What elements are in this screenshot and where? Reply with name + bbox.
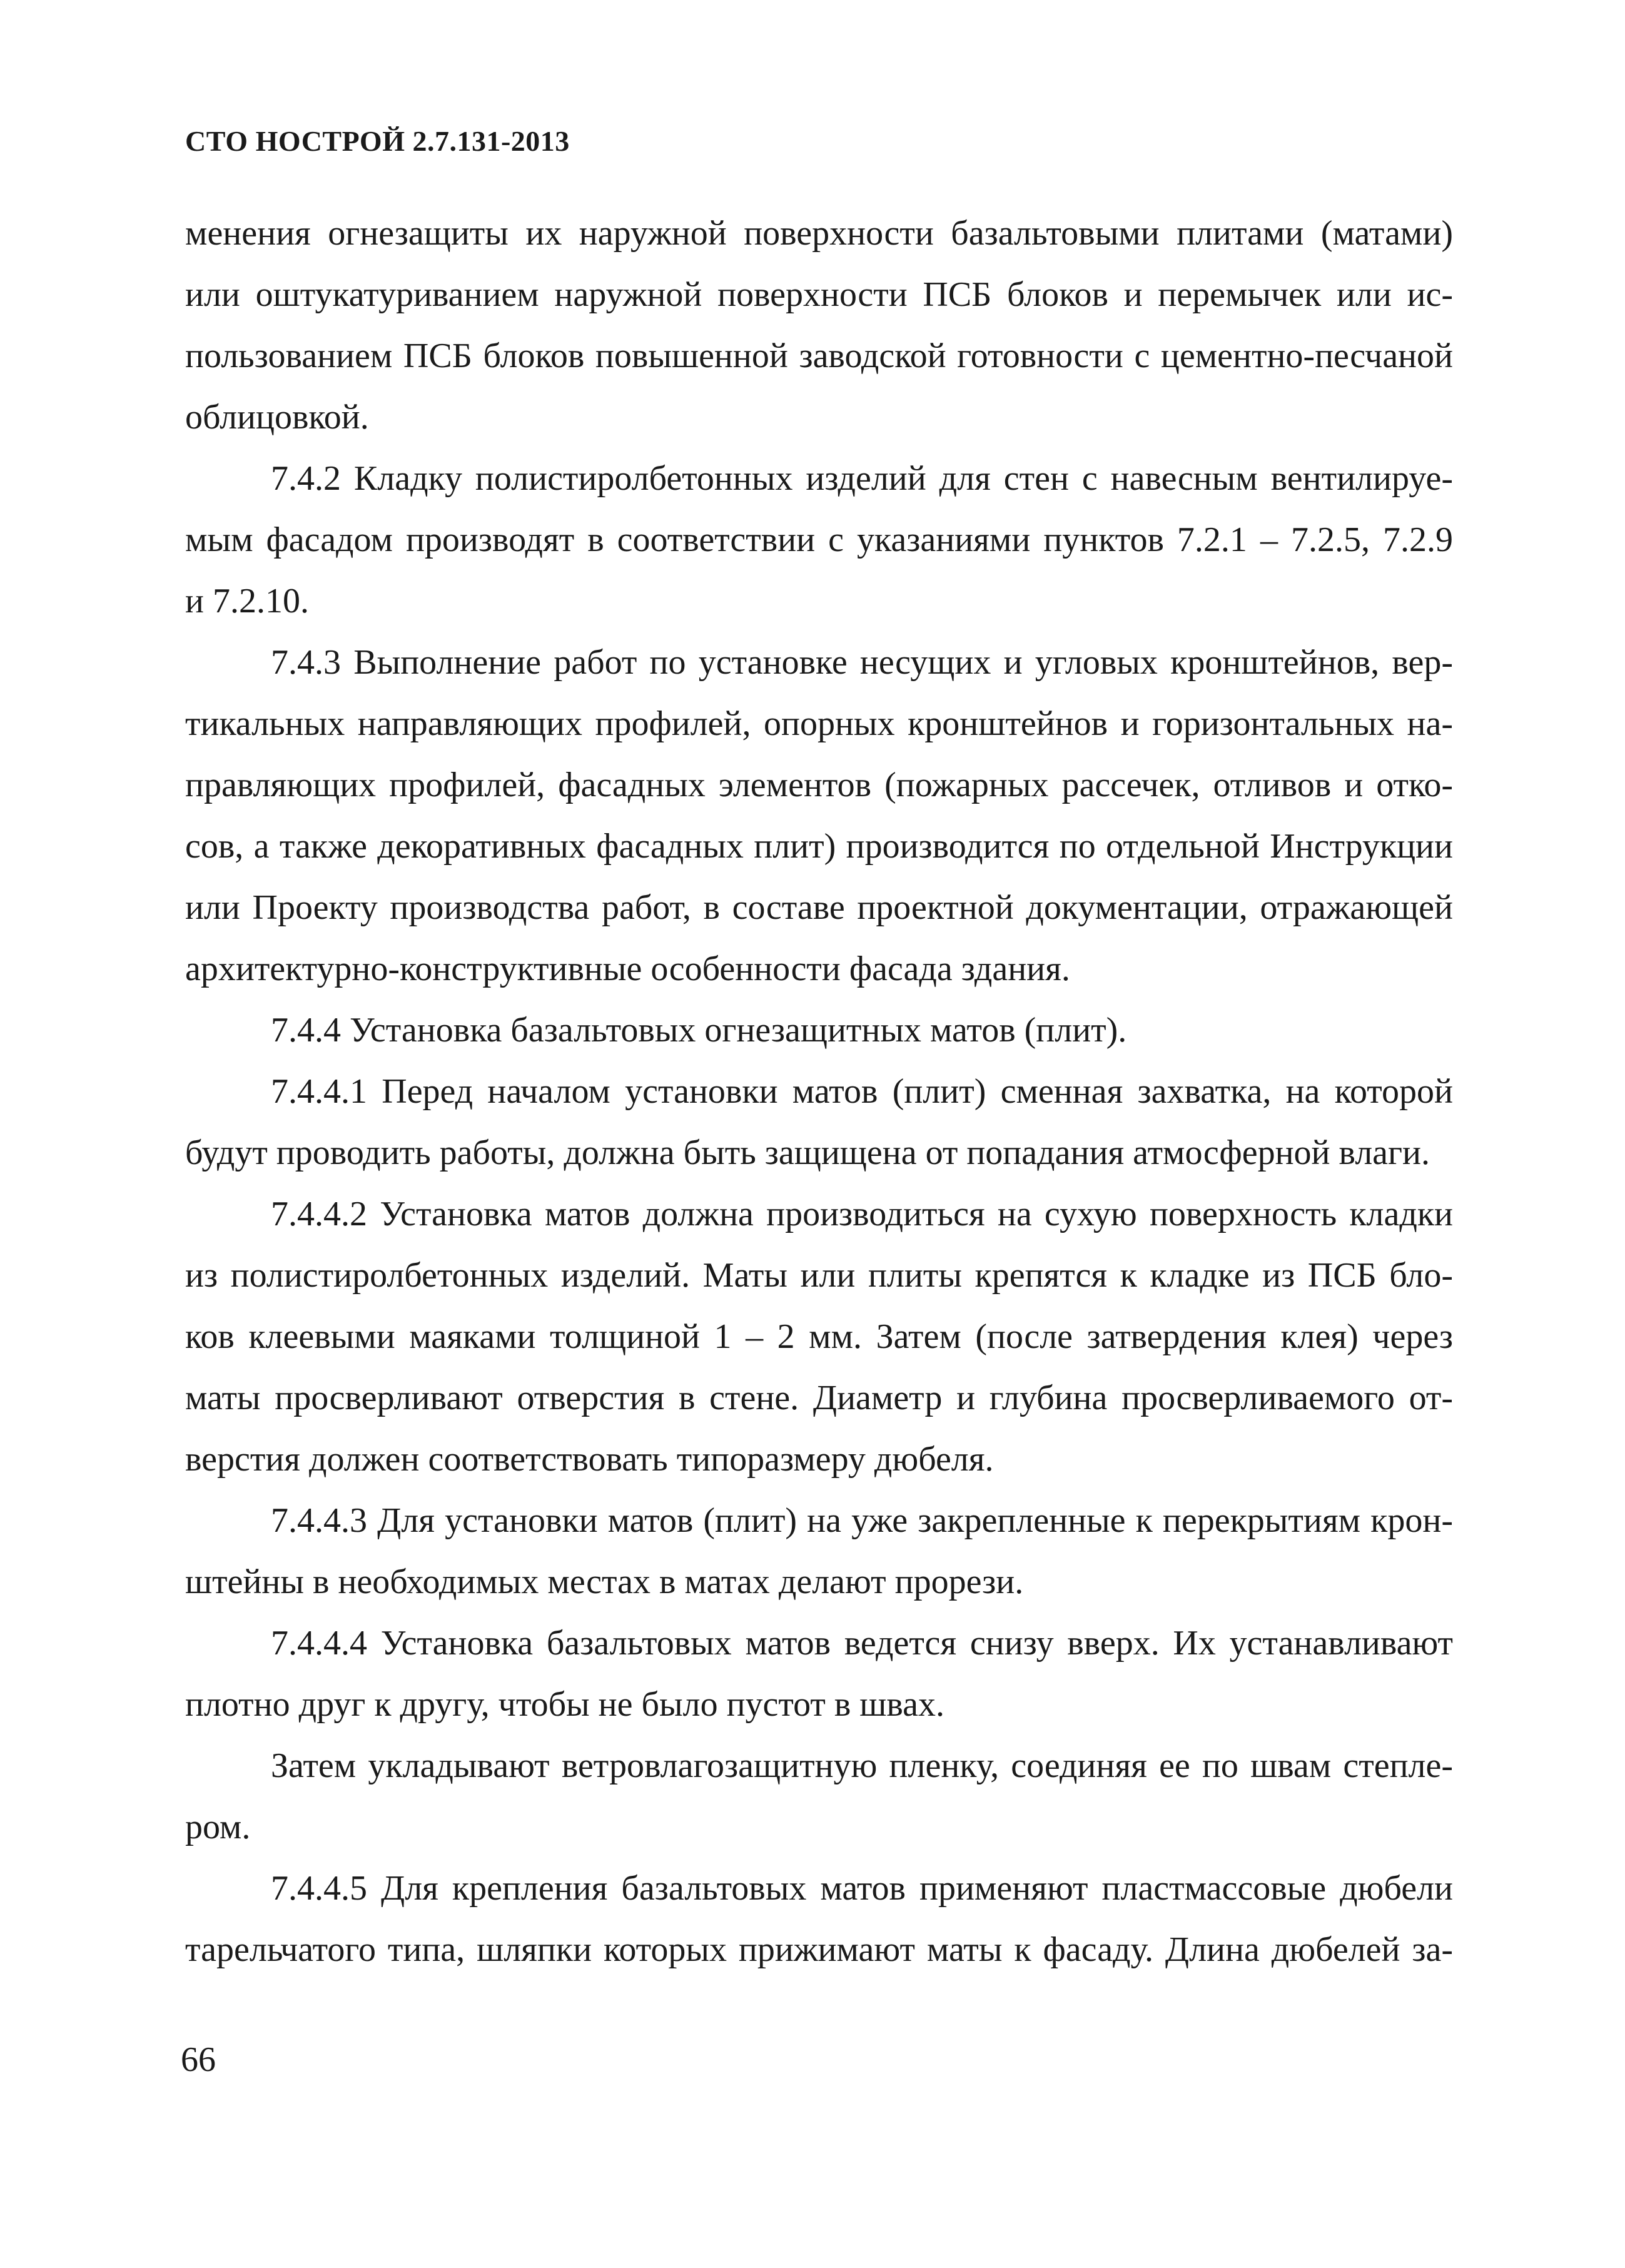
page-number: 66 (181, 2040, 216, 2079)
text-line: штейны в необходимых местах в матах делают прорези. (185, 1562, 1024, 1601)
text-line: архитектурно-конструктивные особенности фасада здания. (185, 949, 1070, 988)
text-line: будут проводить работы, должна быть защищена от попадания атмосферной влаги. (185, 1133, 1430, 1172)
text-line: менения огнезащиты их наружной поверхности базальтовыми плитами (матами) (185, 214, 1453, 253)
text-line: Затем укладывают ветровлагозащитную пленку, соединяя ее по швам степле- (271, 1746, 1453, 1785)
page-header: СТО НОСТРОЙ 2.7.131-2013 (185, 125, 570, 157)
text-line: 7.4.4.1 Перед началом установки матов (плит) сменная захватка, на которой (271, 1072, 1453, 1111)
text-line: верстия должен соответствовать типоразмеру дюбеля. (185, 1440, 994, 1479)
text-line: мым фасадом производят в соответствии с указаниями пунктов 7.2.1 – 7.2.5, 7.2.9 (185, 520, 1453, 559)
text-line: 7.4.4.5 Для крепления базальтовых матов применяют пластмассовые дюбели (271, 1869, 1453, 1908)
text-line: ром. (185, 1808, 251, 1846)
text-line: 7.4.4.4 Установка базальтовых матов ведется снизу вверх. Их устанавливают (271, 1624, 1453, 1663)
text-line: маты просверливают отверстия в стене. Диаметр и глубина просверливаемого от- (185, 1379, 1453, 1417)
text-line: или оштукатуриванием наружной поверхности ПСБ блоков и перемычек или ис- (185, 275, 1453, 314)
text-line: пользованием ПСБ блоков повышенной заводской готовности с цементно-песчаной (185, 337, 1453, 375)
body-text (185, 203, 1453, 1980)
text-line: и 7.2.10. (185, 582, 309, 620)
text-line: правляющих профилей, фасадных элементов (пожарных рассечек, отливов и отко- (185, 766, 1453, 804)
text-line: 7.4.2 Кладку полистиролбетонных изделий для стен с навесным вентилируе- (271, 459, 1453, 498)
text-line: 7.4.4.3 Для установки матов (плит) на уже закрепленные к перекрытиям крон- (271, 1501, 1453, 1540)
text-line: 7.4.3 Выполнение работ по установке несущих и угловых кронштейнов, вер- (271, 643, 1453, 682)
text-line: тарельчатого типа, шляпки которых прижимают маты к фасаду. Длина дюбелей за- (185, 1930, 1453, 1969)
text-line: из полистиролбетонных изделий. Маты или плиты крепятся к кладке из ПСБ бло- (185, 1256, 1453, 1295)
text-line: плотно друг к другу, чтобы не было пустот в швах. (185, 1685, 944, 1724)
text-line: 7.4.4 Установка базальтовых огнезащитных матов (плит). (271, 1011, 1127, 1050)
text-line: 7.4.4.2 Установка матов должна производиться на сухую поверхность кладки (271, 1195, 1453, 1233)
text-line: облицовкой. (185, 398, 369, 437)
text-line: ков клеевыми маяками толщиной 1 – 2 мм. Затем (после затвердения клея) через (185, 1317, 1453, 1356)
text-line: тикальных направляющих профилей, опорных кронштейнов и горизонтальных на- (185, 704, 1453, 743)
text-line: сов, а также декоративных фасадных плит) производится по отдельной Инструкции (185, 827, 1453, 866)
text-line: или Проекту производства работ, в составе проектной документации, отражающей (185, 888, 1453, 927)
